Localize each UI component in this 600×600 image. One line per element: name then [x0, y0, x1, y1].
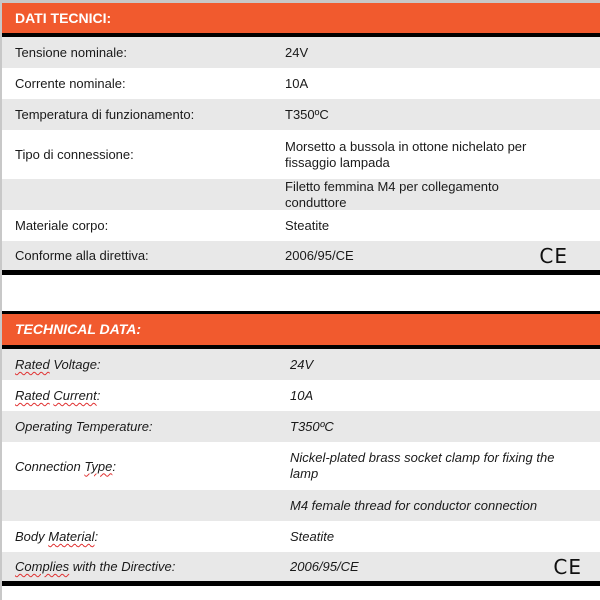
spellcheck-word: Rated [15, 388, 50, 403]
spec-row-temperature-it [2, 99, 600, 130]
spec-row-connection-type-it [2, 130, 600, 179]
spec-row-rated-current-it [2, 68, 600, 99]
spec-value: Morsetto a bussola in ottone nichelato per fissaggio lampada [285, 138, 527, 170]
spec-label [2, 459, 272, 474]
spec-label: Materiale corpo: [15, 218, 109, 233]
spec-row-directive-en [2, 552, 600, 586]
italian-spec-table [2, 3, 600, 275]
spec-value: 2006/95/CE [285, 247, 354, 263]
spellcheck-word: Current [53, 388, 97, 403]
spec-label [2, 559, 272, 574]
spec-value: T350ºC [285, 106, 329, 122]
label-text: with the Directive: [69, 559, 176, 574]
spec-row-connection-thread-en [2, 490, 600, 521]
spec-value: Nickel-plated brass socket clamp for fixing the lamp [290, 450, 555, 481]
spec-value: Steatite [290, 528, 335, 544]
spec-value: 2006/95/CE [290, 558, 359, 574]
spec-row-connection-thread-it [2, 179, 600, 210]
spec-row-rated-voltage-en [2, 349, 600, 380]
spec-row-connection-type-en [2, 442, 600, 490]
spellcheck-word: Complies [15, 559, 70, 574]
label-text: Connection [15, 458, 85, 474]
spec-row-rated-current-en [2, 380, 600, 411]
ce-mark-icon: CE [539, 243, 568, 268]
spec-value: M4 female thread for conductor connection [290, 497, 538, 513]
spec-value: 24V [290, 356, 314, 372]
label-text: : [112, 458, 116, 474]
ce-mark-icon: CE [553, 554, 582, 579]
spec-label [2, 357, 272, 372]
spec-row-rated-voltage-it [2, 37, 600, 68]
spec-value: 10A [290, 387, 314, 403]
spellcheck-word: Type [84, 458, 113, 474]
label-text: Body [15, 529, 49, 544]
spec-label: Tensione nominale: [15, 45, 128, 60]
spec-label: Operating Temperature: [15, 419, 153, 434]
spec-label: Corrente nominale: [15, 76, 126, 91]
spec-label [2, 529, 272, 544]
spec-row-body-material-en [2, 521, 600, 552]
spec-label: Tipo di connessione: [15, 147, 134, 162]
spec-value: Steatite [285, 217, 330, 233]
label-text: Voltage: [49, 357, 101, 372]
spec-row-directive-it [2, 241, 600, 275]
spellcheck-word: Material [48, 529, 95, 544]
spec-label: Conforme alla direttiva: [15, 248, 149, 263]
spec-label: Temperatura di funzionamento: [15, 107, 195, 122]
english-spec-table [2, 311, 600, 586]
spec-value: Filetto femmina M4 per collegamento conduttore [285, 178, 499, 210]
spec-value: 10A [285, 75, 309, 91]
spec-value: T350ºC [290, 418, 334, 434]
spellcheck-word: Rated [15, 357, 50, 372]
spec-label [2, 388, 272, 403]
label-text: : [94, 529, 99, 544]
spec-row-body-material-it [2, 210, 600, 241]
label-text: : [96, 388, 101, 403]
italian-section-header: DATI TECNICI: [2, 3, 600, 37]
english-section-header: TECHNICAL DATA: [2, 311, 600, 349]
spec-row-temperature-en [2, 411, 600, 442]
spec-value: 24V [285, 44, 309, 60]
